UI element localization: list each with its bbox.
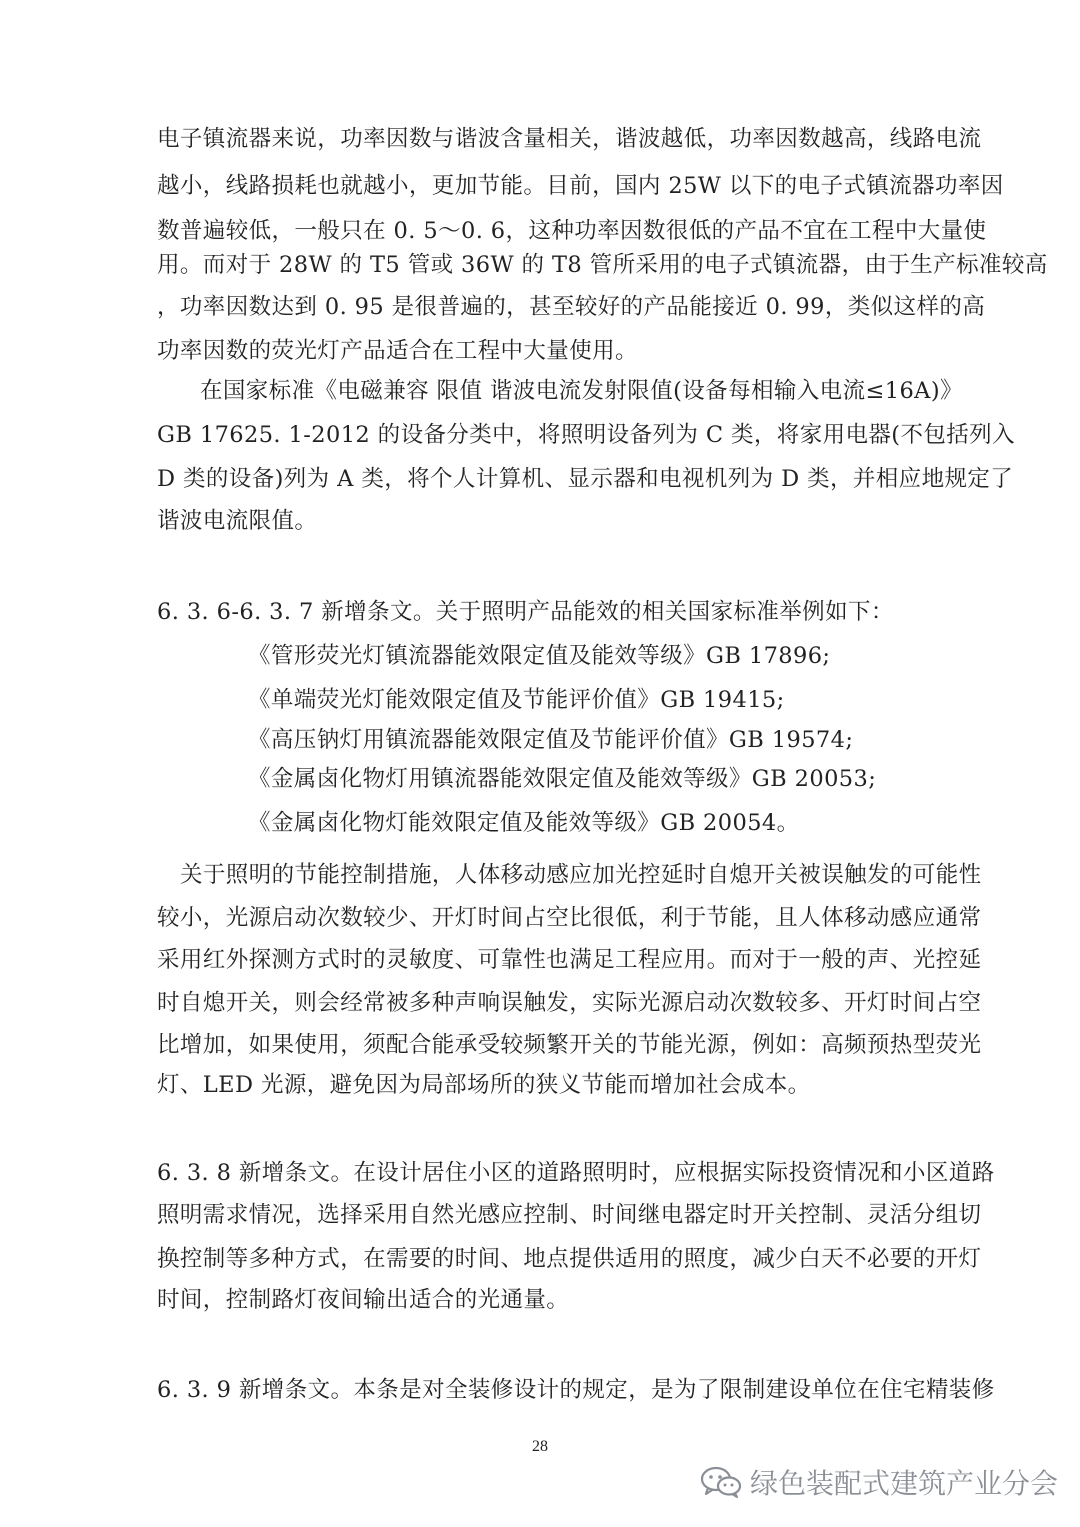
- paragraph2-line: 谐波电流限值。: [157, 508, 318, 534]
- standard-reference: 《管形荧光灯镇流器能效限定值及能效等级》GB 17896;: [248, 643, 831, 669]
- paragraph2-line: D 类的设备)列为 A 类，将个人计算机、显示器和电视机列为 D 类，并相应地规定了: [157, 466, 1014, 492]
- watermark: [700, 1462, 1058, 1502]
- wechat-icon: [700, 1465, 742, 1499]
- paragraph1-line: 数普遍较低，一般只在 0. 5～0. 6，这种功率因数很低的产品不宜在工程中大量使: [157, 218, 987, 244]
- page-number: 28: [532, 1438, 548, 1455]
- section-6-3-9-line: 6. 3. 9 新增条文。本条是对全装修设计的规定，是为了限制建设单位在住宅精装修: [157, 1377, 995, 1403]
- paragraph2-line: GB 17625. 1-2012 的设备分类中，将照明设备列为 C 类，将家用电器(不包括列入: [157, 422, 1015, 448]
- standard-reference: 《金属卤化物灯能效限定值及能效等级》GB 20054。: [248, 810, 800, 836]
- section-6-3-8-line: 照明需求情况，选择采用自然光感应控制、时间继电器定时开关控制、灵活分组切: [157, 1202, 982, 1228]
- standard-reference: 《单端荧光灯能效限定值及节能评价值》GB 19415;: [248, 687, 785, 713]
- paragraph1-line: 电子镇流器来说，功率因数与谐波含量相关，谐波越低，功率因数越高，线路电流: [157, 126, 982, 152]
- section-heading-6-3-6: 6. 3. 6-6. 3. 7 新增条文。关于照明产品能效的相关国家标准举例如下：: [157, 599, 894, 625]
- paragraph1-line: 功率因数的荧光灯产品适合在工程中大量使用。: [157, 338, 638, 364]
- section1-paragraph-line: 较小，光源启动次数较少、开灯时间占空比很低，利于节能，且人体移动感应通常: [157, 905, 982, 931]
- section1-paragraph-line: 比增加，如果使用，须配合能承受较频繁开关的节能光源，例如：高频预热型荧光: [157, 1032, 982, 1058]
- section-6-3-8-line: 6. 3. 8 新增条文。在设计居住小区的道路照明时，应根据实际投资情况和小区道路: [157, 1160, 995, 1186]
- section-6-3-8-line: 换控制等多种方式，在需要的时间、地点提供适用的照度，减少白天不必要的开灯: [157, 1246, 982, 1272]
- paragraph1-line: 越小，线路损耗也就越小，更加节能。目前，国内 25W 以下的电子式镇流器功率因: [157, 173, 1004, 199]
- paragraph2-line: 在国家标准《电磁兼容 限值 谐波电流发射限值(设备每相输入电流≤16A)》: [200, 378, 963, 404]
- paragraph1-line: ，功率因数达到 0. 95 是很普遍的，甚至较好的产品能接近 0. 99，类似这样的高: [157, 294, 986, 320]
- paragraph1-line: 用。而对于 28W 的 T5 管或 36W 的 T8 管所采用的电子式镇流器，由于生产标准较高: [157, 252, 1048, 278]
- section1-paragraph-line: 采用红外探测方式时的灵敏度、可靠性也满足工程应用。而对于一般的声、光控延: [157, 947, 982, 973]
- section-6-3-8-line: 时间，控制路灯夜间输出适合的光通量。: [157, 1287, 570, 1313]
- section1-paragraph-line: 关于照明的节能控制措施，人体移动感应加光控延时自熄开关被误触发的可能性: [180, 862, 982, 888]
- standard-reference: 《金属卤化物灯用镇流器能效限定值及能效等级》GB 20053;: [248, 766, 877, 792]
- standard-reference: 《高压钠灯用镇流器能效限定值及节能评价值》GB 19574;: [248, 727, 854, 753]
- section1-paragraph-line: 时自熄开关，则会经常被多种声响误触发，实际光源启动次数较多、开灯时间占空: [157, 990, 982, 1016]
- section1-paragraph-line: 灯、LED 光源，避免因为局部场所的狭义节能而增加社会成本。: [157, 1072, 811, 1098]
- watermark-text: 绿色装配式建筑产业分会: [750, 1467, 1059, 1500]
